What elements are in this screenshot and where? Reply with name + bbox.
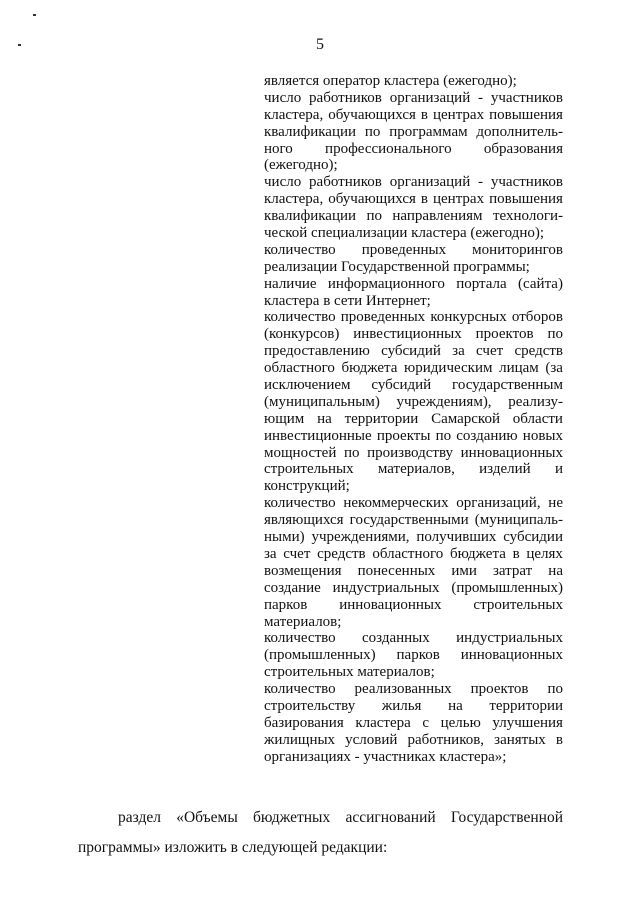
- word: затрат: [492, 562, 533, 579]
- word: территории: [344, 410, 419, 427]
- word: работников,: [407, 731, 485, 748]
- word: по: [364, 123, 381, 140]
- word: (муниципальным): [264, 393, 380, 410]
- text-line: [78, 833, 563, 863]
- word: проведенных: [340, 309, 426, 326]
- text-line: [264, 360, 563, 377]
- word: квалификации: [264, 208, 357, 225]
- text-line: [264, 343, 563, 360]
- word: (муниципаль-: [474, 512, 563, 529]
- word: кластера,: [264, 106, 324, 123]
- word: в: [420, 106, 428, 123]
- word: по: [547, 681, 563, 698]
- word: индустриальных: [332, 579, 440, 596]
- word: занятых: [494, 731, 546, 748]
- word: жилья: [381, 697, 422, 714]
- word: исключением: [264, 377, 351, 394]
- word: областного: [372, 545, 444, 562]
- text-line: [264, 630, 563, 647]
- word: целях: [526, 545, 563, 562]
- word: центрах: [432, 191, 485, 208]
- word: субсидий: [381, 343, 441, 360]
- text-line: [264, 563, 563, 580]
- word: счет: [476, 343, 504, 360]
- word: счет: [283, 545, 311, 562]
- word: улучшения: [492, 714, 563, 731]
- word: конкурсных: [430, 309, 507, 326]
- word: работников: [309, 89, 382, 106]
- word: программы» изложить в следующей редакции:: [78, 839, 388, 856]
- word: области: [512, 410, 563, 427]
- word: ческой специализации кластера (ежегодно);: [264, 225, 545, 242]
- word: строительству: [264, 697, 356, 714]
- word: в: [555, 731, 563, 748]
- word: программам: [389, 123, 468, 140]
- word: инновационных: [460, 647, 563, 664]
- word: за: [264, 545, 277, 562]
- text-line: [78, 803, 563, 833]
- text-line: [264, 157, 563, 174]
- word: возмещения: [264, 562, 342, 579]
- text-line: [264, 90, 563, 107]
- word: субсидии: [503, 529, 563, 546]
- word: областного: [264, 360, 335, 377]
- word: центрах: [432, 106, 485, 123]
- text-line: [264, 242, 563, 259]
- word: -: [478, 89, 484, 106]
- text-line: [264, 225, 563, 242]
- word: кластера в сети Интернет;: [264, 292, 431, 309]
- word: являющихся: [264, 512, 344, 529]
- word: созданных: [362, 630, 430, 647]
- text-line: [264, 259, 563, 276]
- word: понесенных: [357, 562, 436, 579]
- word: реализации Государственной программы;: [264, 258, 530, 275]
- text-line: [264, 73, 563, 90]
- word: юридическим: [404, 360, 493, 377]
- word: бюджета: [341, 360, 398, 377]
- word: направлениям: [392, 208, 483, 225]
- word: количество: [264, 495, 336, 512]
- word: изделий: [479, 461, 531, 478]
- word: кластера: [355, 714, 411, 731]
- word: участников: [490, 174, 563, 191]
- word: ющим: [264, 410, 305, 427]
- word: работников: [309, 174, 382, 191]
- word: ными): [264, 529, 305, 546]
- word: государственными: [349, 512, 469, 529]
- word: территории: [489, 697, 563, 714]
- word: парков: [396, 647, 440, 664]
- text-line: [264, 461, 563, 478]
- word: конструкций;: [264, 478, 350, 495]
- word: ассигнований: [345, 809, 436, 826]
- indicator-list: [264, 73, 563, 766]
- word: количество: [264, 241, 336, 258]
- word: материалов,: [377, 461, 455, 478]
- word: бюджета: [449, 545, 506, 562]
- closing-paragraph: [78, 803, 563, 863]
- word: участников: [490, 89, 563, 106]
- text-line: [264, 749, 563, 766]
- word: обучающихся: [328, 191, 416, 208]
- word: средств: [317, 545, 366, 562]
- word: кластера,: [264, 191, 324, 208]
- text-line: [264, 124, 563, 141]
- word: проектов: [470, 681, 529, 698]
- word: мониторингов: [472, 241, 563, 258]
- word: (промышленных): [451, 579, 563, 596]
- word: повышения: [489, 106, 563, 123]
- word: наличие: [264, 275, 317, 292]
- word: количество: [264, 681, 336, 698]
- word: организациях - участниках кластера»;: [264, 748, 507, 765]
- text-line: [264, 445, 563, 462]
- text-line: [264, 580, 563, 597]
- text-line: [264, 512, 563, 529]
- word: индустриальных: [456, 630, 563, 647]
- text-line: [264, 597, 563, 614]
- word: проектов: [475, 326, 534, 343]
- text-line: [264, 478, 563, 495]
- word: (ежегодно);: [264, 157, 338, 174]
- word: инвестиционных: [353, 326, 462, 343]
- text-line: [264, 681, 563, 698]
- word: парков: [264, 596, 308, 613]
- word: по: [435, 427, 452, 444]
- word: повышения: [489, 191, 563, 208]
- word: организаций: [389, 89, 471, 106]
- word: раздел: [118, 809, 161, 826]
- word: ного: [264, 140, 293, 157]
- word: по: [343, 444, 360, 461]
- text-line: [264, 732, 563, 749]
- word: в: [420, 191, 428, 208]
- text-line: [264, 495, 563, 512]
- text-line: [264, 276, 563, 293]
- word: не: [548, 495, 563, 512]
- text-line: [264, 107, 563, 124]
- word: число: [264, 89, 302, 106]
- word: (за: [545, 360, 563, 377]
- word: обучающихся: [328, 106, 416, 123]
- word: реализу-: [508, 393, 563, 410]
- word: целью: [440, 714, 481, 731]
- word: на: [548, 562, 563, 579]
- word: в: [512, 545, 520, 562]
- word: строительных материалов;: [264, 664, 435, 681]
- word: новых: [522, 427, 563, 444]
- word: мощностей: [264, 444, 337, 461]
- word: материалов;: [264, 613, 342, 630]
- word: строительных: [264, 461, 354, 478]
- word: инновационных: [460, 444, 563, 461]
- word: Самарской: [431, 410, 500, 427]
- word: учреждениями,: [311, 529, 410, 546]
- word: инвестиционные: [264, 427, 372, 444]
- text-line: [264, 614, 563, 631]
- word: количество: [264, 630, 336, 647]
- word: предоставлению: [264, 343, 370, 360]
- word: и: [554, 461, 563, 478]
- word: квалификации: [264, 123, 357, 140]
- word: организаций,: [456, 495, 541, 512]
- word: организаций: [389, 174, 471, 191]
- word: Государственной: [450, 809, 563, 826]
- text-line: [264, 394, 563, 411]
- text-line: [264, 377, 563, 394]
- word: дополнитель-: [476, 123, 563, 140]
- word: «Объемы: [176, 809, 238, 826]
- text-line: [264, 293, 563, 310]
- word: отборов: [511, 309, 563, 326]
- word: базирования: [264, 714, 344, 731]
- word: ими: [451, 562, 477, 579]
- word: количество: [264, 309, 336, 326]
- word: созданию: [456, 427, 518, 444]
- word: государственным: [452, 377, 563, 394]
- word: некоммерческих: [343, 495, 449, 512]
- word: строительных: [473, 596, 563, 613]
- word: инновационных: [339, 596, 442, 613]
- word: на: [317, 410, 332, 427]
- text-line: [264, 715, 563, 732]
- text-line: [264, 208, 563, 225]
- word: проекты: [376, 427, 431, 444]
- word: учреждениям),: [396, 393, 492, 410]
- word: портала: [456, 275, 507, 292]
- text-line: [264, 191, 563, 208]
- word: информационного: [327, 275, 445, 292]
- scan-speck: [33, 14, 36, 16]
- word: является оператор кластера (ежегодно);: [264, 73, 517, 89]
- word: производству: [367, 444, 454, 461]
- text-line: [264, 141, 563, 158]
- word: проведенных: [361, 241, 447, 258]
- word: (промышленных): [264, 647, 376, 664]
- word: жилищных: [264, 731, 336, 748]
- word: по: [366, 208, 382, 225]
- word: условий: [345, 731, 398, 748]
- word: число: [264, 174, 302, 191]
- word: получивших: [416, 529, 497, 546]
- text-line: [264, 326, 563, 343]
- text-line: [264, 428, 563, 445]
- text-line: [264, 174, 563, 191]
- word: -: [478, 174, 484, 191]
- word: технологи-: [492, 208, 563, 225]
- word: с: [422, 714, 430, 731]
- word: реализованных: [354, 681, 452, 698]
- text-line: [264, 647, 563, 664]
- word: бюджетных: [253, 809, 331, 826]
- text-line: [264, 411, 563, 428]
- text-line: [264, 309, 563, 326]
- word: профессионального: [325, 140, 452, 157]
- text-line: [264, 698, 563, 715]
- text-line: [264, 546, 563, 563]
- word: субсидий: [371, 377, 432, 394]
- word: средств: [514, 343, 563, 360]
- word: по: [547, 326, 563, 343]
- word: (конкурсов): [264, 326, 340, 343]
- text-line: [264, 529, 563, 546]
- word: за: [452, 343, 465, 360]
- page-number: 5: [316, 36, 324, 53]
- word: (сайта): [518, 275, 563, 292]
- word: на: [448, 697, 463, 714]
- word: создание: [264, 579, 321, 596]
- text-line: [264, 664, 563, 681]
- word: лицам: [499, 360, 539, 377]
- word: образования: [483, 140, 563, 157]
